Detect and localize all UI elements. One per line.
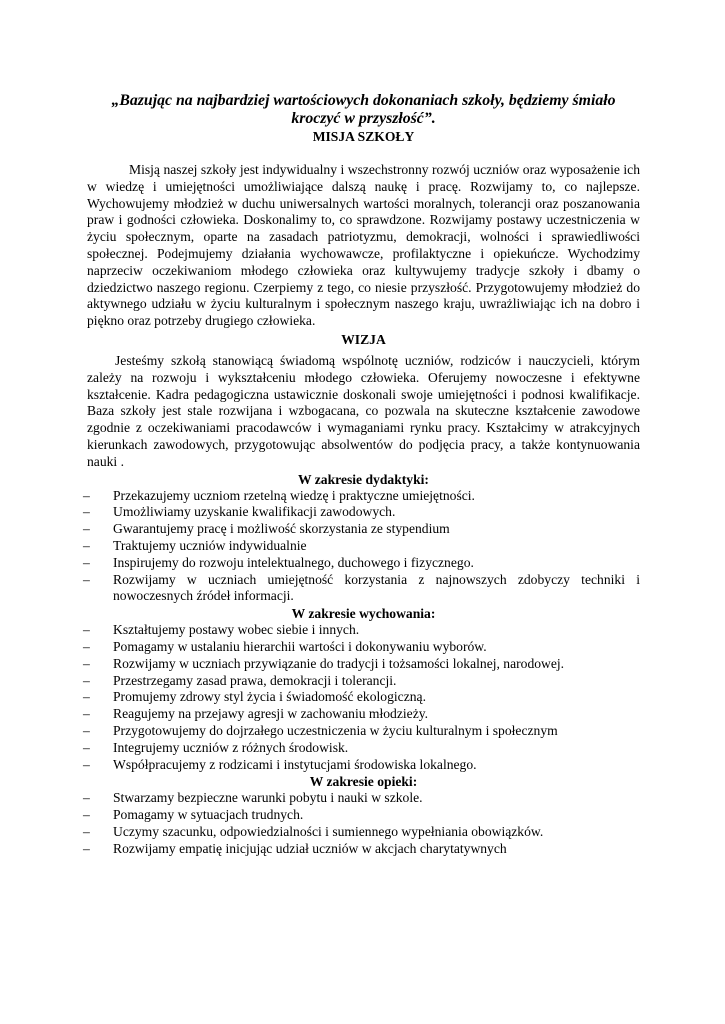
vision-paragraph: Jesteśmy szkołą stanowiącą świadomą wspólnotę uczniów, rodziców i nauczycieli, którym zależy na rozwoju i wykształceniu młodego człowieka. Oferujemy nowoczesne i efektywne kształcenie. Kadra pedagogiczna ustawicznie doskonali swoje umiejętności i podnosi kwalifikacje. Baza szkoły jest stale rozwijana i wzbogacana, co pozwala na skuteczne kształcenie zawodowe zgodnie z oczekiwaniami pracodawców i wymaganiami rynku pracy. Kształcimy w atrakcyjnych kierunkach zawodowych, przygotowując absolwentów do podjęcia pracy, a także kontynuowania nauki .	[87, 352, 640, 469]
mission-heading: MISJA SZKOŁY	[312, 129, 415, 144]
dash-bullet-icon: –	[83, 554, 90, 570]
dash-bullet-icon: –	[83, 739, 90, 755]
dash-bullet-icon: –	[83, 672, 90, 688]
mission-paragraph: Misją naszej szkoły jest indywidualny i wszechstronny rozwój uczniów oraz wyposażenie ich w wiedzę i umiejętności umożliwiające dalszą naukę i pracę. Rozwijamy to, co najlepsze. Wychowujemy młodzież w duchu uniwersalnych wartości moralnych, tolerancji oraz poszanowania praw i godności człowieka. Doskonalimy to, co sprawdzone. Rozwijamy postawy uczestniczenia w życiu społecznym, oparte na zasadach patriotyzmu, demokracji, wolności i sprawiedliwości społecznej. Podejmujemy działania wychowawcze, profilaktyczne i opiekuńcze. Wychodzimy naprzeciw oczekiwaniom młodego człowieka oraz kultywujemy tradycje szkoły i dbamy o dziedzictwo naszego regionu. Czerpiemy z tego, co niesie przyszłość. Przygotowujemy młodzież do aktywnego udziału w życiu kulturalnym i społecznym naszego kraju, uwrażliwiając ich na dobro i piękno oraz potrzeby drugiego człowieka.	[87, 162, 640, 329]
list-item: – Uczymy szacunku, odpowiedzialności i sumiennego wypełniania obowiązków.	[83, 823, 544, 839]
section-heading-care: W zakresie opieki:	[309, 774, 418, 790]
dash-bullet-icon: –	[83, 504, 90, 520]
list-item: – Rozwijamy empatię inicjując udział uczniów w akcjach charytatywnych	[83, 840, 507, 856]
section-heading-didactics: W zakresie dydaktyki:	[298, 471, 429, 487]
dash-bullet-icon: –	[83, 487, 90, 503]
list-item: – Przestrzegamy zasad prawa, demokracji i tolerancji.	[83, 672, 397, 688]
vision-heading: WIZJA	[341, 331, 386, 347]
list-item: – Stwarzamy bezpieczne warunki pobytu i nauki w szkole.	[83, 790, 423, 806]
dash-bullet-icon: –	[83, 756, 90, 772]
list-item: – Pomagamy w ustalaniu hierarchii wartości i dokonywaniu wyborów.	[83, 638, 487, 654]
list-item: – Traktujemy uczniów indywidualnie	[83, 537, 307, 553]
list-item: – Umożliwiamy uzyskanie kwalifikacji zawodowych.	[83, 504, 396, 520]
school-motto: „Bazując na najbardziej wartościowych dokonaniach szkoły, będziemy śmiało kroczyć w przyszłość”.	[111, 92, 616, 127]
list-item: – Rozwijamy w uczniach przywiązanie do tradycji i tożsamości lokalnej, narodowej.	[83, 655, 565, 671]
list-item: – Promujemy zdrowy styl życia i świadomość ekologiczną.	[83, 689, 426, 705]
dash-bullet-icon: –	[83, 706, 90, 722]
dash-bullet-icon: –	[83, 638, 90, 654]
list-item: – Pomagamy w sytuacjach trudnych.	[83, 807, 304, 823]
list-item: – Gwarantujemy pracę i możliwość skorzystania ze stypendium	[83, 521, 450, 537]
list-item: – Współpracujemy z rodzicami i instytucjami środowiska lokalnego.	[83, 756, 477, 772]
dash-bullet-icon: –	[83, 823, 90, 839]
list-item: – Integrujemy uczniów z różnych środowisk.	[83, 739, 349, 755]
list-item: – Przekazujemy uczniom rzetelną wiedzę i praktyczne umiejętności.	[83, 487, 475, 503]
list-item: – Reagujemy na przejawy agresji w zachowaniu młodzieży.	[83, 706, 429, 722]
care-list	[83, 790, 640, 857]
list-item: – Rozwijamy w uczniach umiejętność korzystania z najnowszych zdobyczy techniki i nowoczesnych źródeł informacji.	[83, 571, 640, 604]
dash-bullet-icon: –	[83, 521, 90, 537]
dash-bullet-icon: –	[83, 807, 90, 823]
dash-bullet-icon: –	[83, 840, 90, 856]
section-heading-upbringing: W zakresie wychowania:	[291, 606, 436, 622]
list-item: – Inspirujemy do rozwoju intelektualnego, duchowego i fizycznego.	[83, 554, 474, 570]
didactics-list	[83, 487, 640, 606]
list-item: – Kształtujemy postawy wobec siebie i innych.	[83, 622, 360, 638]
dash-bullet-icon: –	[83, 722, 90, 738]
dash-bullet-icon: –	[83, 655, 90, 671]
dash-bullet-icon: –	[83, 571, 90, 587]
dash-bullet-icon: –	[83, 790, 90, 806]
list-item: – Przygotowujemy do dojrzałego uczestniczenia w życiu kulturalnym i społecznym	[83, 722, 558, 738]
document-page	[83, 92, 640, 857]
dash-bullet-icon: –	[83, 689, 90, 705]
dash-bullet-icon: –	[83, 537, 90, 553]
upbringing-list	[83, 622, 640, 773]
dash-bullet-icon: –	[83, 622, 90, 638]
